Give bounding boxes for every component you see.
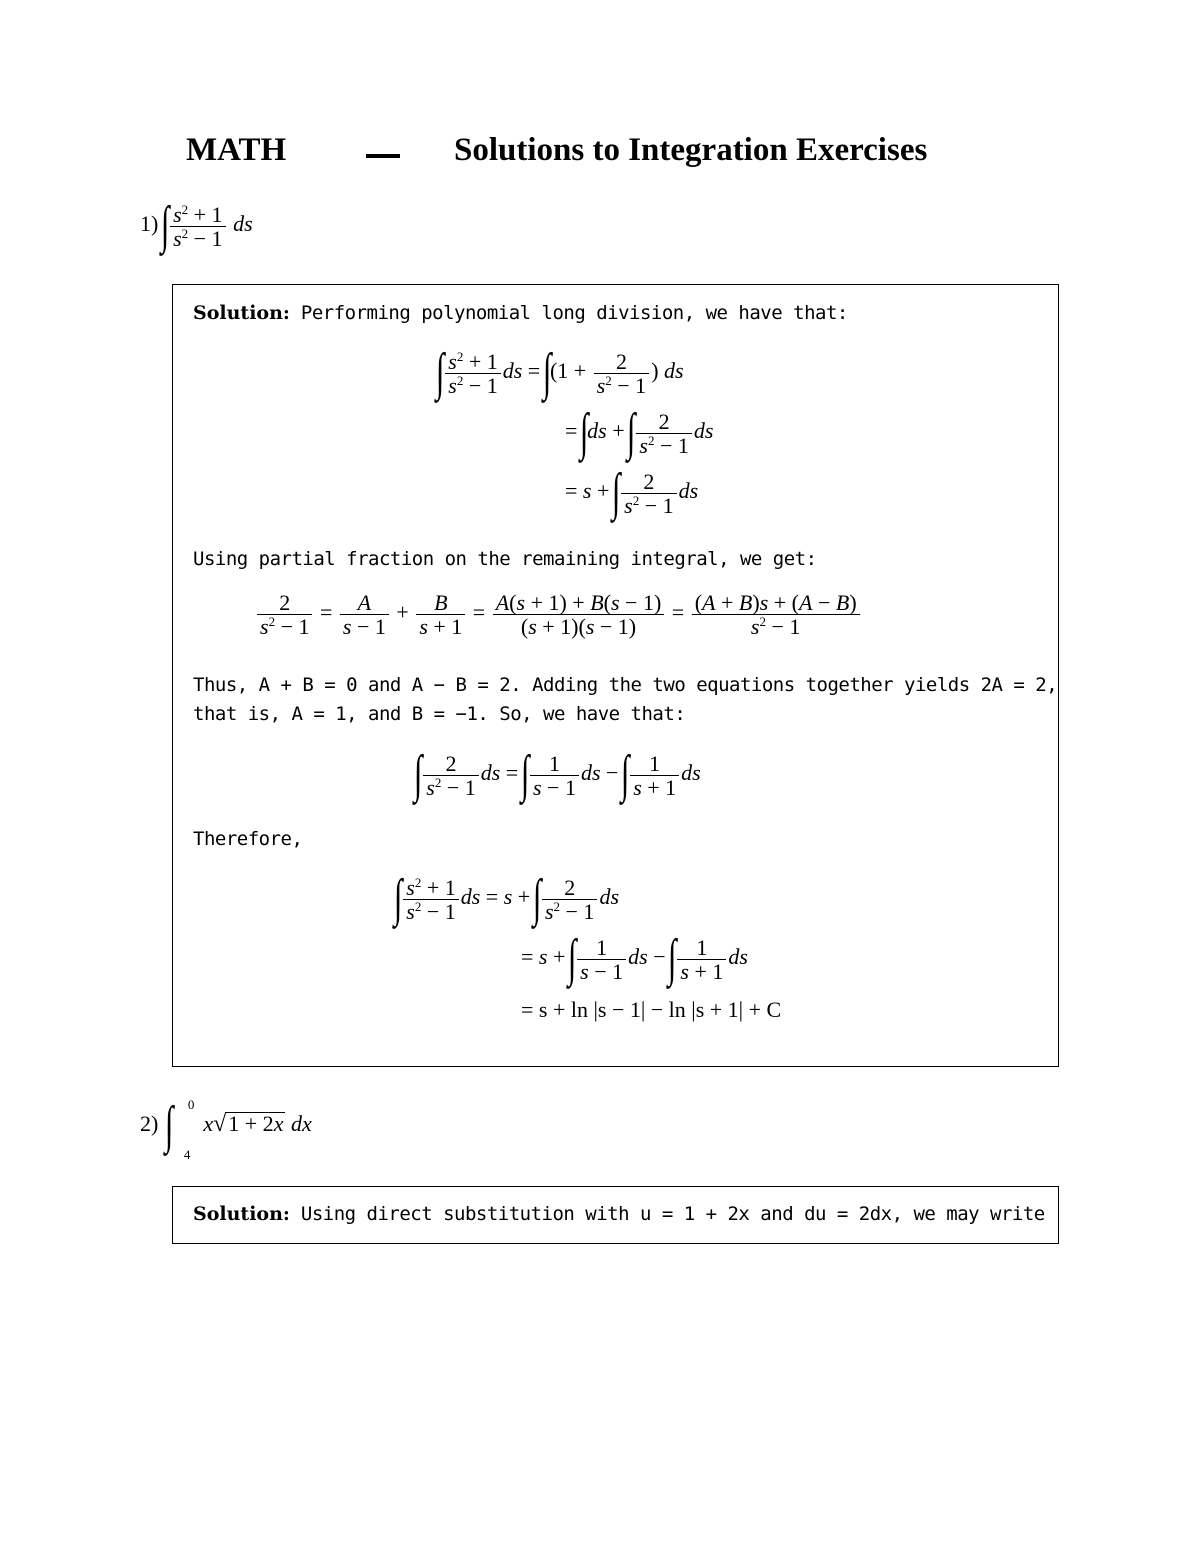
equation-long-division-2: = ∫ds + ∫ $\frac{2}{s^2 - 1}$ ds <box>565 404 714 461</box>
equation-final-result: = s + ln |s − 1| − ln |s + 1| + C <box>521 997 782 1022</box>
equation-final-2: = s + ∫ $\frac{1}{s - 1}$ ds − ∫ $\frac{1}{s + 1}$ ds <box>521 930 748 987</box>
solution-1-intro <box>193 299 848 328</box>
lower-limit: 4 <box>183 1147 191 1162</box>
therefore-label: Therefore, <box>193 828 303 850</box>
problem-1: 1) ∫ $\frac{s^2 + 1}{s^2 - 1}$ ds <box>140 197 253 254</box>
page-title <box>186 132 1016 180</box>
solve-coefficients-line-1: Thus, A + B = 0 and A − B = 2. Adding the two equations together yields 2A = 2, <box>193 674 1058 696</box>
title-course: MATH <box>186 132 287 168</box>
upper-limit: 0 <box>187 1097 195 1112</box>
equation-long-division-1: ∫ $\frac{s^2 + 1}{s^2 - 1}$ ds = ∫(1 + $\frac{2}{s^2 - 1}$ ) ds <box>435 344 684 401</box>
solution-2-body: Using direct substitution with u = 1 + 2x and du = 2dx, we may write <box>300 1203 1045 1225</box>
equation-long-division-3: = s + ∫ $\frac{2}{s^2 - 1}$ ds <box>565 464 699 521</box>
partial-fraction-intro: Using partial fraction on the remaining integral, we get: <box>193 548 817 570</box>
title-topic: Solutions to Integration Exercises <box>454 132 928 168</box>
problem-2: 2) ∫ 0 4 x√1 + 2x dx <box>140 1100 312 1152</box>
equation-split-integral: ∫ $\frac{2}{s^2 - 1}$ ds = ∫ $\frac{1}{s - 1}$ ds − ∫ $\frac{1}{s + 1}$ ds <box>413 746 701 803</box>
equation-partial-fractions: $\frac{2}{s^2 - 1}$ = $\frac{A}{s - 1}$ + $\frac{B}{s + 1}$ = $\frac{A(s + 1) + B(s - 1)}{(s + 1)(s - 1)}$ = $\frac{(A + B)s + (A - B)}{s^2 - 1}$ <box>255 591 862 638</box>
title-dash <box>366 154 400 158</box>
solution-2-heading: Solution: <box>193 1203 290 1225</box>
problem-1-label: 1) <box>140 211 159 237</box>
solution-1-heading: Solution: <box>193 302 290 324</box>
solve-coefficients-line-2: that is, A = 1, and B = −1. So, we have that: <box>193 703 686 725</box>
solution-2-text <box>193 1200 1045 1229</box>
solution-1-box <box>172 284 1059 1067</box>
solution-2-box <box>172 1186 1059 1244</box>
equation-final-1: ∫ $\frac{s^2 + 1}{s^2 - 1}$ ds = s + ∫ $\frac{2}{s^2 - 1}$ ds <box>393 870 619 927</box>
problem-2-label: 2) <box>140 1111 159 1137</box>
solution-1-intro-text: Performing polynomial long division, we have that: <box>300 302 848 324</box>
